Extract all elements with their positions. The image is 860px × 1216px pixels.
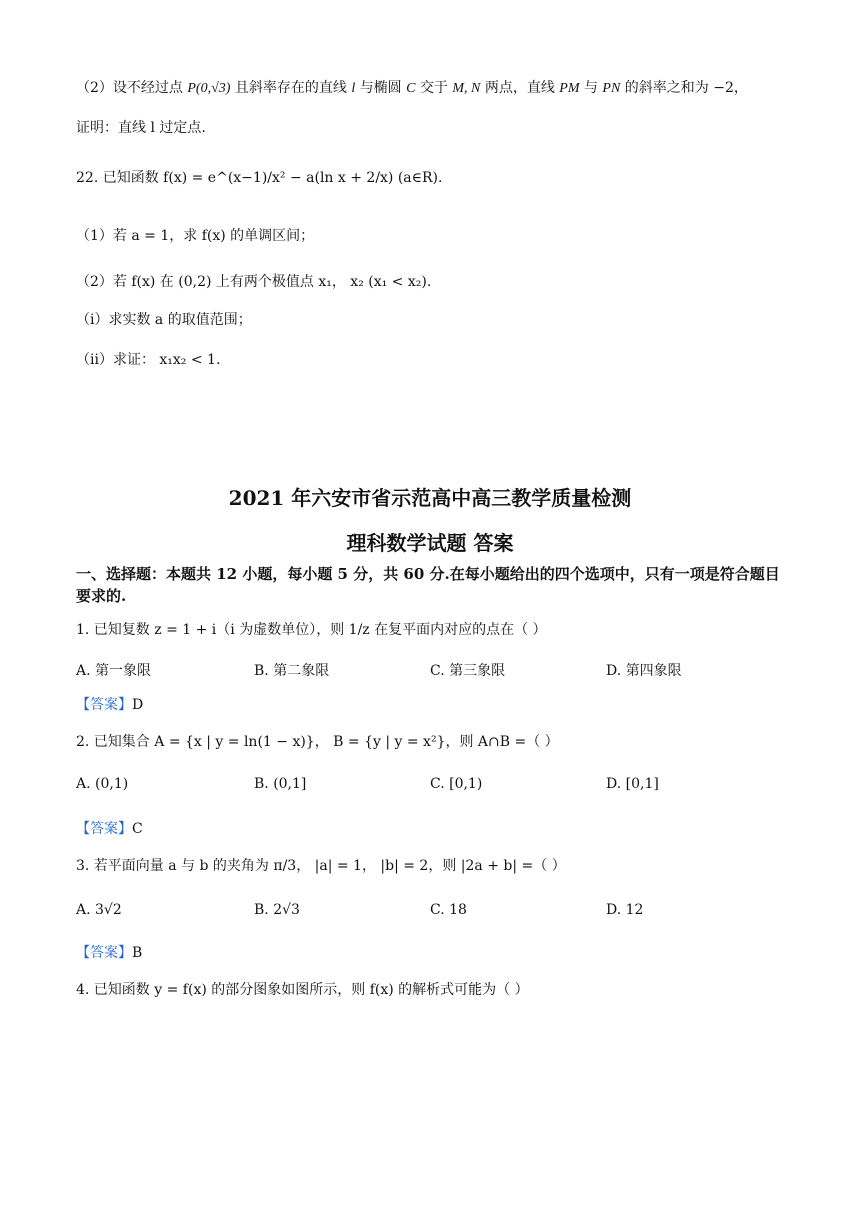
q22-part1: （1）若 a = 1，求 f(x) 的单调区间；: [76, 228, 315, 244]
page-subtitle: 理科数学试题 答案: [346, 531, 514, 555]
page-title: 2021 年六安市省示范高中高三教学质量检测: [228, 486, 632, 510]
q4-stem: 4. 已知函数 y = f(x) 的部分图象如图所示，则 f(x) 的解析式可能为（ ）: [76, 982, 529, 998]
q1-option-b: B. 第二象限: [254, 663, 330, 679]
q2-option-c: C. [0,1): [430, 776, 483, 792]
q21-line-pn: PN: [602, 81, 621, 96]
q22-part2: （2）若 f(x) 在 (0,2) 上有两个极值点 x₁， x₂ (x₁ < x₂).: [76, 274, 432, 290]
q21-neg2: −2: [713, 80, 734, 96]
q21-part2-text-f: 与: [583, 80, 598, 96]
q2-option-d: D. [0,1]: [606, 776, 659, 792]
q2-option-a: A. (0,1): [76, 776, 129, 792]
q22-function: f(x) = e^(x−1)/x² − a(ln x + 2/x) (a∈R).: [163, 170, 443, 186]
q22-stem: [76, 168, 442, 188]
q21-line-l: l: [351, 81, 356, 96]
q3-answer-value: B: [132, 945, 143, 961]
q21-ellipse-c: C: [406, 81, 416, 96]
q3-option-a: A. 3√2: [76, 902, 122, 918]
q1-answer: [76, 694, 143, 714]
q1-answer-value: D: [132, 697, 144, 713]
q21-part2-text-a: （2）设不经过点: [76, 80, 183, 96]
q1-option-c: C. 第三象限: [430, 663, 506, 679]
q2-answer: [76, 818, 143, 838]
q21-point: P(0,√3): [187, 81, 231, 96]
q1-answer-tag: 【答案】: [76, 697, 132, 713]
q3-option-c: C. 18: [430, 902, 467, 918]
q21-part2-line: （2）设不经过点 P(0,√3) 且斜率存在的直线 l 与椭圆 C 交于 M, N 两点，直线 PM 与 PN 的斜率之和为 −2，: [76, 80, 748, 96]
q22-part2-i: （i）求实数 a 的取值范围；: [76, 312, 252, 328]
q21-part2-text-e: 两点，直线: [484, 80, 555, 96]
q3-answer: [76, 942, 142, 962]
q3-option-b: B. 2√3: [254, 902, 300, 918]
q21-line2: 证明：直线 l 过定点.: [76, 120, 206, 136]
q22-stem-text: 22. 已知函数: [76, 170, 159, 186]
q21-points-mn: M, N: [452, 81, 481, 96]
q22-part2-ii: （ii）求证： x₁x₂ < 1.: [76, 352, 221, 368]
q1-option-d: D. 第四象限: [606, 663, 682, 679]
q1-stem: 1. 已知复数 z = 1 + i（i 为虚数单位），则 1/z 在复平面内对应的点在（ ）: [76, 622, 547, 638]
q3-stem: 3. 若平面向量 a 与 b 的夹角为 π/3， |a| = 1， |b| = 2，则 |2a + b| =（ ）: [76, 858, 566, 874]
q3-option-d: D. 12: [606, 902, 644, 918]
q2-stem: 2. 已知集合 A = {x | y = ln(1 − x)}， B = {y | y = x²}，则 A∩B =（ ）: [76, 734, 559, 750]
q21-part2-text-d: 交于: [419, 80, 448, 96]
q2-option-b: B. (0,1]: [254, 776, 307, 792]
q21-part2-text-c: 与椭圆: [359, 80, 402, 96]
q2-answer-value: C: [132, 821, 143, 837]
q3-answer-tag: 【答案】: [76, 945, 132, 961]
section-heading: 一、选择题：本题共 12 小题，每小题 5 分，共 60 分.在每小题给出的四个选项中，只有一项是符合题目要求的.: [76, 565, 780, 605]
q2-answer-tag: 【答案】: [76, 821, 132, 837]
q1-option-a: A. 第一象限: [76, 663, 152, 679]
q21-part2-text-g: 的斜率之和为: [624, 80, 709, 96]
q21-part2-text-b: 且斜率存在的直线: [234, 80, 347, 96]
q21-line-pm: PM: [559, 81, 580, 96]
